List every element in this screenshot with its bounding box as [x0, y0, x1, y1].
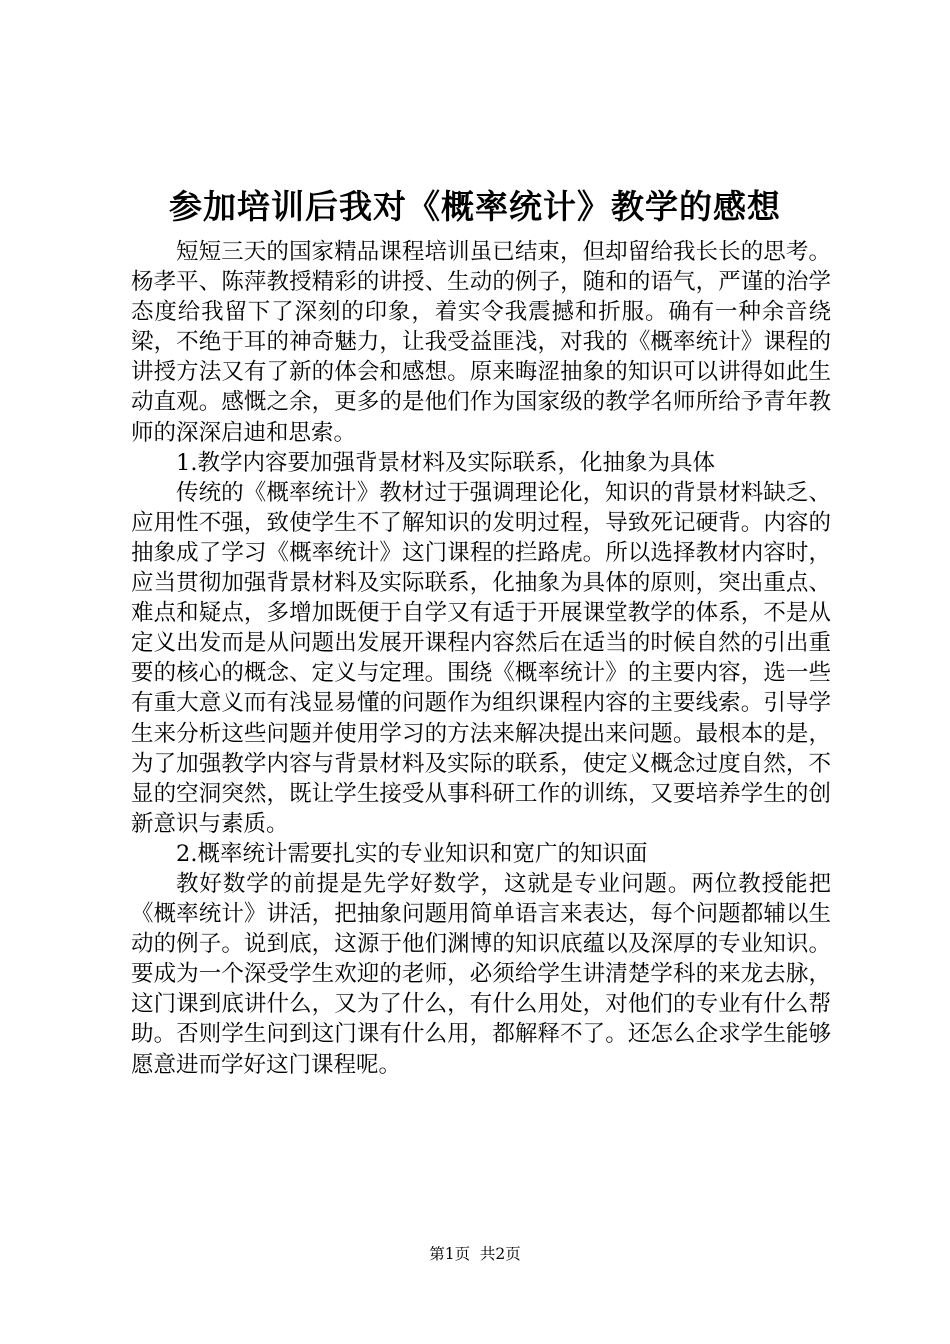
section-heading-2: 2.概率统计需要扎实的专业知识和宽广的知识面 — [176, 840, 648, 867]
section-1-paragraph: 传统的《概率统计》教材过于强调理论化，知识的背景材料缺乏、应用性不强，致使学生不了解知识的发明过程，导致死记硬背。内容的抽象成了学习《概率统计》这门课程的拦路虎。所以选择教材内容时，应当贯彻加强背景材料及实际联系，化抽象为具体的原则，突出重点、难点和疑点，多增加既便于自学又有适于开展课堂教学的体系，不是从定义出发而是从问题出发展开课程内容然后在适当的时候自然的引出重要的核心的概念、定义与定理。围绕《概率统计》的主要内容，选一些有重大意义而有浅显易懂的问题作为组织课程内容的主要线索。引导学生来分析这些问题并使用学习的方法来解决提出来问题。最根本的是，为了加强教学内容与背景材料及实际的联系，使定义概念过度自然，不显的空洞突然，既让学生接受从事科研工作的训练，又要培养学生的创新意识与素质。 — [131, 479, 831, 837]
document-body — [131, 237, 831, 1080]
page-number-footer: 第1页 共2页 — [429, 1245, 521, 1263]
document-title: 参加培训后我对《概率统计》教学的感想 — [169, 187, 781, 226]
section-heading-1: 1.教学内容要加强背景材料及实际联系，化抽象为具体 — [176, 449, 715, 476]
section-2-paragraph: 教好数学的前提是先学好数学，这就是专业问题。两位教授能把《概率统计》讲活，把抽象问题用简单语言来表达，每个问题都辅以生动的例子。说到底，这源于他们渊博的知识底蕴以及深厚的专业知识。要成为一个深受学生欢迎的老师，必须给学生讲清楚学科的来龙去脉，这门课到底讲什么，又为了什么，有什么用处，对他们的专业有什么帮助。否则学生问到这门课有什么用，都解释不了。还怎么企求学生能够愿意进而学好这门课程呢。 — [131, 870, 831, 1078]
intro-paragraph: 短短三天的国家精品课程培训虽已结束，但却留给我长长的思考。杨孝平、陈萍教授精彩的讲授、生动的例子，随和的语气，严谨的治学态度给我留下了深刻的印象，着实令我震撼和折服。确有一种余音绕梁，不绝于耳的神奇魅力，让我受益匪浅，对我的《概率统计》课程的讲授方法又有了新的体会和感想。原来晦涩抽象的知识可以讲得如此生动直观。感慨之余，更多的是他们作为国家级的教学名师所给予青年教师的深深启迪和思索。 — [131, 239, 831, 446]
